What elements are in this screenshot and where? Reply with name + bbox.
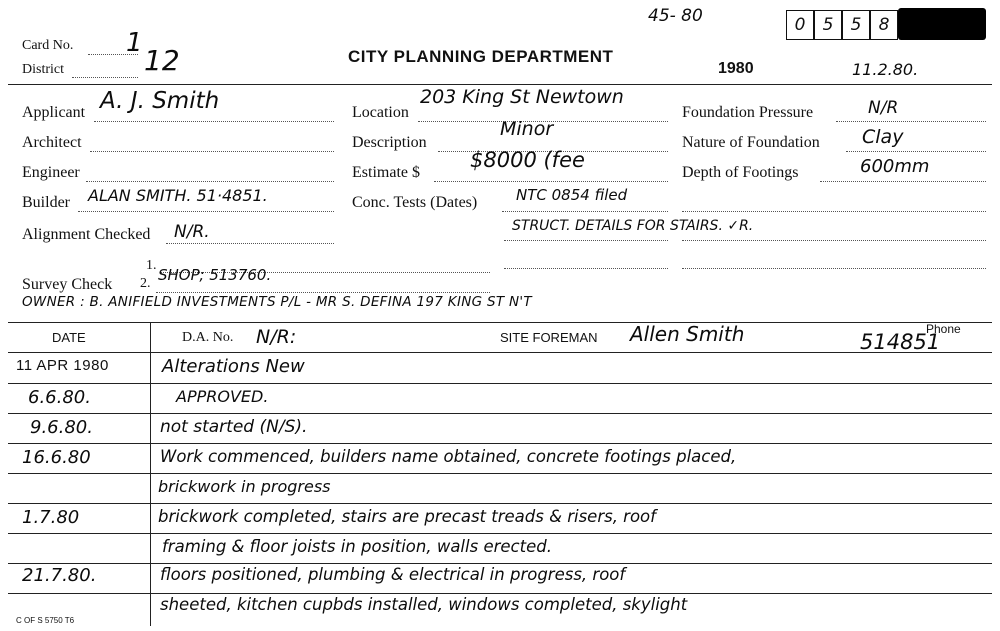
row-text: Alterations New (162, 356, 305, 377)
description-label: Description (352, 134, 427, 151)
form-code: C OF S 5750 T6 (16, 616, 75, 625)
depth-footings-label: Depth of Footings (682, 164, 799, 181)
row-text: brickwork completed, stairs are precast treads & risers, roof (158, 507, 656, 526)
builder-label: Builder (22, 194, 70, 211)
row-text: sheeted, kitchen cupbds installed, windows completed, skylight (160, 595, 688, 614)
da-value: N/R: (256, 326, 297, 348)
department-title: CITY PLANNING DEPARTMENT (348, 47, 614, 66)
alignment-label: Alignment Checked (22, 226, 151, 243)
card-no-value: 1 (126, 28, 143, 58)
row-date: 9.6.80. (30, 417, 93, 438)
estimate-label: Estimate $ (352, 164, 420, 181)
row-text: floors positioned, plumbing & electrical in progress, roof (160, 565, 626, 584)
foundation-pressure-value: N/R (868, 98, 899, 118)
engineer-label: Engineer (22, 164, 80, 181)
row-text: framing & floor joists in position, walls erected. (162, 537, 552, 556)
site-foreman-label: SITE FOREMAN (500, 330, 598, 345)
applicant-value: A. J. Smith (100, 88, 220, 114)
survey-line2-value: SHOP; 513760. (158, 266, 272, 284)
location-value: 203 King St Newtown (420, 86, 624, 108)
conc-tests-value: NTC 0854 filed (516, 186, 628, 204)
survey-label: Survey Check (22, 276, 113, 293)
phone-value: 514851 (860, 330, 941, 354)
district-value: 12 (144, 44, 180, 77)
card-number-box-4: 8 (870, 10, 898, 40)
location-label: Location (352, 104, 409, 121)
stairs-note: STRUCT. DETAILS FOR STAIRS. ✓R. (512, 218, 754, 234)
row-date: 6.6.80. (28, 387, 91, 408)
owner-line: OWNER : B. ANIFIELD INVESTMENTS P/L - MR S. DEFINA 197 KING ST N'T (22, 294, 532, 310)
row-text: brickwork in progress (158, 477, 331, 496)
row-date: 16.6.80 (22, 447, 91, 468)
card-number-box-1: 0 (786, 10, 814, 40)
survey-line2-num: 2. (140, 276, 151, 291)
card-number-box-2: 5 (814, 10, 842, 40)
estimate-value: $8000 (fee (470, 148, 585, 172)
card-no-label: Card No. (22, 38, 74, 53)
date-column-header: DATE (52, 330, 86, 345)
applicant-label: Applicant (22, 104, 86, 121)
row-text: Work commenced, builders name obtained, concrete footings placed, (160, 447, 737, 466)
row-text: not started (N/S). (160, 417, 308, 437)
phone-label: Phone (926, 322, 961, 336)
foundation-pressure-label: Foundation Pressure (682, 104, 814, 121)
row-date: 11 APR 1980 (16, 357, 109, 374)
da-label: D.A. No. (182, 330, 234, 345)
builder-value: ALAN SMITH. 51·4851. (88, 186, 268, 205)
architect-label: Architect (22, 134, 82, 151)
district-label: District (22, 62, 64, 77)
nature-foundation-value: Clay (862, 126, 904, 148)
description-value: Minor (500, 118, 554, 140)
nature-foundation-label: Nature of Foundation (682, 134, 820, 151)
alignment-value: N/R. (174, 222, 210, 242)
row-text: APPROVED. (176, 387, 269, 406)
conc-tests-label: Conc. Tests (Dates) (352, 194, 478, 211)
card-date: 11.2.80. (852, 60, 919, 79)
row-date: 21.7.80. (22, 565, 97, 586)
ref-code: 45- 80 (648, 6, 703, 26)
card-number-box-3: 5 (842, 10, 870, 40)
site-foreman-value: Allen Smith (630, 322, 745, 346)
depth-footings-value: 600mm (860, 156, 930, 177)
row-date: 1.7.80 (22, 507, 80, 528)
redaction-block (898, 8, 986, 40)
year: 1980 (718, 60, 754, 77)
survey-line1-num: 1. (146, 258, 157, 273)
